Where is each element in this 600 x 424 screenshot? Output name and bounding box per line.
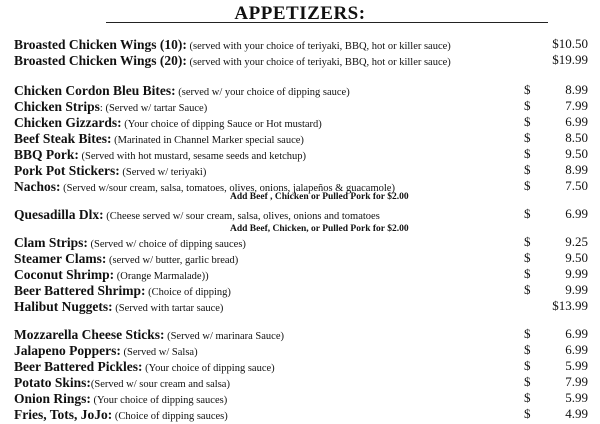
menu-item: [14, 326, 588, 342]
menu-item: [14, 146, 588, 162]
price-amount: 5.99: [565, 390, 588, 405]
price-amount: $10.50: [552, 36, 588, 51]
price-currency: $: [524, 390, 531, 405]
item-name: Beer Battered Pickles:: [14, 359, 143, 374]
item-price: [524, 52, 588, 68]
item-price: [524, 178, 588, 194]
item-price: [524, 282, 588, 298]
menu-item: [14, 130, 588, 146]
item-description: (Served with hot mustard, sesame seeds and ketchup): [78, 151, 307, 162]
price-amount: 7.50: [565, 178, 588, 193]
item-price: [524, 374, 588, 390]
item-price: [524, 250, 588, 266]
item-description: (Served w/ choice of dipping sauces): [87, 239, 246, 250]
item-price: [524, 206, 588, 222]
item-name: Halibut Nuggets:: [14, 299, 113, 314]
item-name: Nachos:: [14, 179, 61, 194]
item-description: (Your choice of dipping Sauce or Hot mustard): [121, 119, 322, 130]
menu-item: [14, 234, 588, 250]
menu-item: [14, 374, 588, 390]
item-price: [524, 98, 588, 114]
item-name: BBQ Pork:: [14, 147, 79, 162]
price-amount: 9.50: [565, 146, 588, 161]
price-amount: 6.99: [565, 206, 588, 221]
price-currency: $: [524, 178, 531, 193]
item-price: [524, 162, 588, 178]
item-name: Steamer Clams:: [14, 251, 107, 266]
item-price: [524, 342, 588, 358]
item-name: Broasted Chicken Wings (20):: [14, 53, 187, 68]
price-amount: 7.99: [565, 98, 588, 113]
item-description: (Served w/ teriyaki): [119, 167, 207, 178]
menu-item: [14, 406, 588, 422]
item-name: Onion Rings:: [14, 391, 91, 406]
menu-item: [14, 36, 588, 52]
item-name: Chicken Gizzards:: [14, 115, 122, 130]
price-amount: 8.99: [565, 162, 588, 177]
item-description: (served with your choice of teriyaki, BBQ, hot or killer sauce): [186, 57, 451, 68]
menu-item: [14, 82, 588, 98]
price-currency: $: [524, 374, 531, 389]
price-amount: 7.99: [565, 374, 588, 389]
price-amount: 8.99: [565, 82, 588, 97]
menu-item: [14, 162, 588, 178]
price-currency: $: [524, 234, 531, 249]
item-price: [524, 146, 588, 162]
item-description: (Choice of dipping): [145, 287, 231, 298]
item-price: [524, 390, 588, 406]
menu-title: APPETIZERS:: [234, 3, 366, 24]
price-amount: 9.50: [565, 250, 588, 265]
price-amount: 6.99: [565, 342, 588, 357]
price-amount: 9.25: [565, 234, 588, 249]
nachos-addon-note: Add Beef , Chicken or Pulled Pork for $2.00: [230, 192, 409, 202]
menu-item: [14, 206, 588, 222]
item-description: (Served w/ marinara Sauce): [164, 331, 284, 342]
price-currency: $: [524, 146, 531, 161]
item-description: (served with your choice of teriyaki, BBQ, hot or killer sauce): [186, 41, 451, 52]
item-price: [524, 36, 588, 52]
price-currency: $: [524, 130, 531, 145]
price-currency: $: [524, 162, 531, 177]
price-amount: 5.99: [565, 358, 588, 373]
item-price: [524, 130, 588, 146]
price-currency: $: [524, 250, 531, 265]
item-name: Beer Battered Shrimp:: [14, 283, 146, 298]
item-name: Chicken Strips: [14, 99, 100, 114]
item-price: [524, 406, 588, 422]
item-description: (Your choice of dipping sauce): [142, 363, 275, 374]
item-description: (Served w/sour cream, salsa, tomatoes, olives, onions, jalapeños & guacamole): [60, 183, 395, 194]
menu-item: [14, 390, 588, 406]
item-name: Beef Steak Bites:: [14, 131, 112, 146]
item-name: Potato Skins:: [14, 375, 91, 390]
price-currency: $: [524, 266, 531, 281]
item-description: (Served w/ Salsa): [120, 347, 198, 358]
item-price: [524, 298, 588, 314]
item-description: (served w/ your choice of dipping sauce): [175, 87, 350, 98]
item-price: [524, 266, 588, 282]
price-currency: $: [524, 406, 531, 421]
item-price: [524, 114, 588, 130]
price-amount: 4.99: [565, 406, 588, 421]
price-currency: $: [524, 326, 531, 341]
item-description: : (Served w/ tartar Sauce): [99, 103, 208, 114]
price-amount: 9.99: [565, 266, 588, 281]
item-name: Fries, Tots, JoJo:: [14, 407, 113, 422]
item-description: (Marinated in Channel Marker special sauce): [111, 135, 304, 146]
menu-item: [14, 358, 588, 374]
item-description: (served w/ butter, garlic bread): [106, 255, 239, 266]
item-name: Coconut Shrimp:: [14, 267, 115, 282]
item-price: [524, 82, 588, 98]
menu-item: [14, 114, 588, 130]
menu-item: [14, 298, 588, 314]
item-description: (Choice of dipping sauces): [112, 411, 228, 422]
menu-item: [14, 250, 588, 266]
item-price: [524, 358, 588, 374]
price-amount: $13.99: [552, 298, 588, 313]
item-name: Jalapeno Poppers:: [14, 343, 121, 358]
menu-item: [14, 98, 588, 114]
item-name: Pork Pot Stickers:: [14, 163, 120, 178]
price-currency: $: [524, 114, 531, 129]
price-amount: $19.99: [552, 52, 588, 67]
price-amount: 8.50: [565, 130, 588, 145]
menu-item: [14, 52, 588, 68]
quesadilla-addon-note: Add Beef, Chicken, or Pulled Pork for $2.00: [230, 224, 409, 234]
price-currency: $: [524, 342, 531, 357]
price-currency: $: [524, 282, 531, 297]
item-name: Broasted Chicken Wings (10):: [14, 37, 187, 52]
item-name: Chicken Cordon Bleu Bites:: [14, 83, 176, 98]
price-currency: $: [524, 82, 531, 97]
price-currency: $: [524, 358, 531, 373]
item-name: Mozzarella Cheese Sticks:: [14, 327, 165, 342]
price-amount: 9.99: [565, 282, 588, 297]
price-currency: $: [524, 206, 531, 221]
menu-item: [14, 282, 588, 298]
item-description: (Served with tartar sauce): [112, 303, 224, 314]
price-amount: 6.99: [565, 114, 588, 129]
title-rule: [106, 22, 548, 23]
menu-item: [14, 266, 588, 282]
item-description: (Cheese served w/ sour cream, salsa, olives, onions and tomatoes: [103, 211, 380, 222]
item-price: [524, 234, 588, 250]
price-amount: 6.99: [565, 326, 588, 341]
item-name: Clam Strips:: [14, 235, 88, 250]
item-description: (Served w/ sour cream and salsa): [90, 379, 230, 390]
menu-item: [14, 342, 588, 358]
item-name: Quesadilla Dlx:: [14, 207, 104, 222]
item-description: (Orange Marmalade)): [114, 271, 209, 282]
item-price: [524, 326, 588, 342]
price-currency: $: [524, 98, 531, 113]
item-description: (Your choice of dipping sauces): [90, 395, 228, 406]
